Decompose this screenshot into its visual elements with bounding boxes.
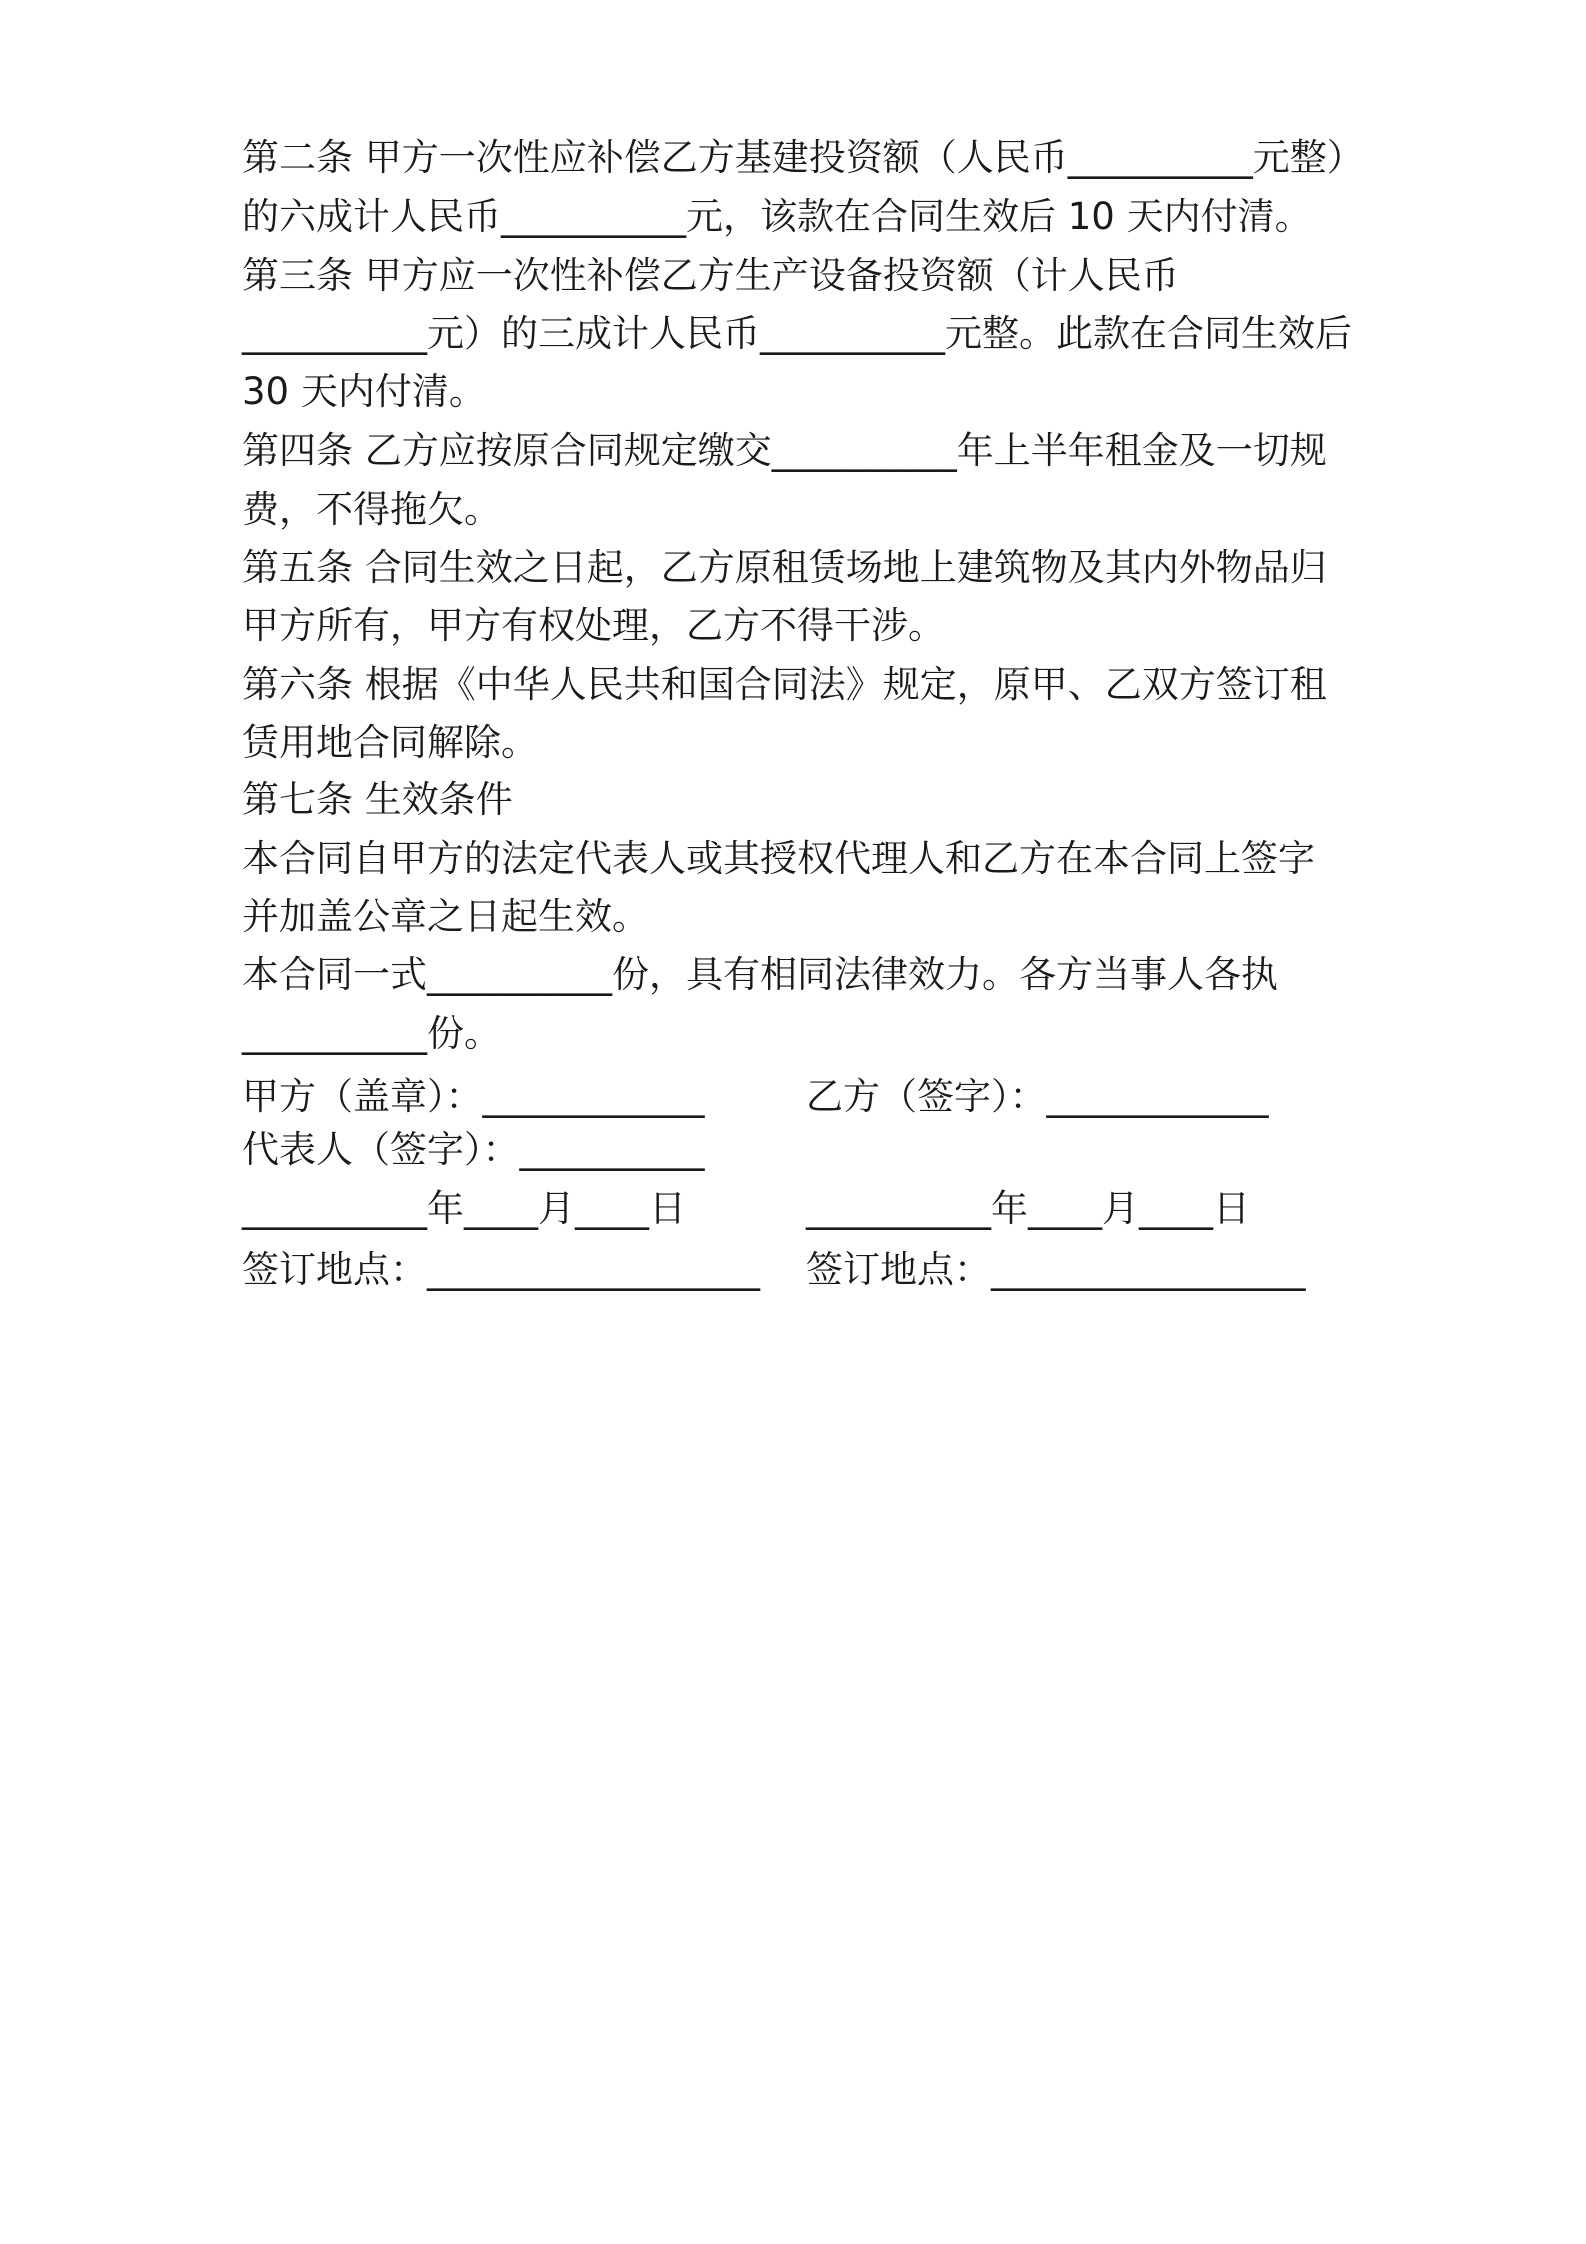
article-5-line-1: 第五条 合同生效之日起，乙方原租赁场地上建筑物及其内外物品归 (242, 546, 1327, 589)
copies-clause-line-2: __________份。 (242, 1012, 501, 1055)
party-a-seal-field: 甲方（盖章）：____________ (242, 1075, 705, 1118)
party-b-place-field: 签订地点：_________________ (806, 1248, 1306, 1291)
article-6-line-2: 赁用地合同解除。 (242, 721, 538, 764)
article-7-heading: 第七条 生效条件 (242, 778, 513, 821)
article-2-line-1: 第二条 甲方一次性应补偿乙方基建投资额（人民币__________元整） (242, 136, 1364, 179)
party-a-date-field: __________年____月____日 (242, 1187, 686, 1230)
article-3-line-2: __________元）的三成计人民币__________元整。此款在合同生效后 (242, 312, 1352, 355)
party-b-signature-field: 乙方（签字）：____________ (806, 1075, 1269, 1118)
article-3-line-1: 第三条 甲方应一次性补偿乙方生产设备投资额（计人民币 (242, 254, 1179, 297)
article-5-line-2: 甲方所有，甲方有权处理，乙方不得干涉。 (242, 604, 945, 647)
article-3-line-3: 30 天内付清。 (242, 370, 486, 413)
copies-clause-line-1: 本合同一式__________份，具有相同法律效力。各方当事人各执 (242, 953, 1278, 996)
party-a-place-field: 签订地点：__________________ (242, 1248, 760, 1291)
effect-clause-line-1: 本合同自甲方的法定代表人或其授权代理人和乙方在本合同上签字 (242, 837, 1315, 880)
article-6-line-1: 第六条 根据《中华人民共和国合同法》规定，原甲、乙双方签订租 (242, 663, 1327, 706)
representative-signature-field: 代表人（签字）：__________ (242, 1128, 705, 1171)
party-b-date-field: __________年____月____日 (806, 1187, 1250, 1230)
article-4-line-2: 费，不得拖欠。 (242, 488, 501, 531)
effect-clause-line-2: 并加盖公章之日起生效。 (242, 895, 649, 938)
article-2-line-2: 的六成计人民币__________元，该款在合同生效后 10 天内付清。 (242, 195, 1312, 238)
article-4-line-1: 第四条 乙方应按原合同规定缴交__________年上半年租金及一切规 (242, 429, 1327, 472)
